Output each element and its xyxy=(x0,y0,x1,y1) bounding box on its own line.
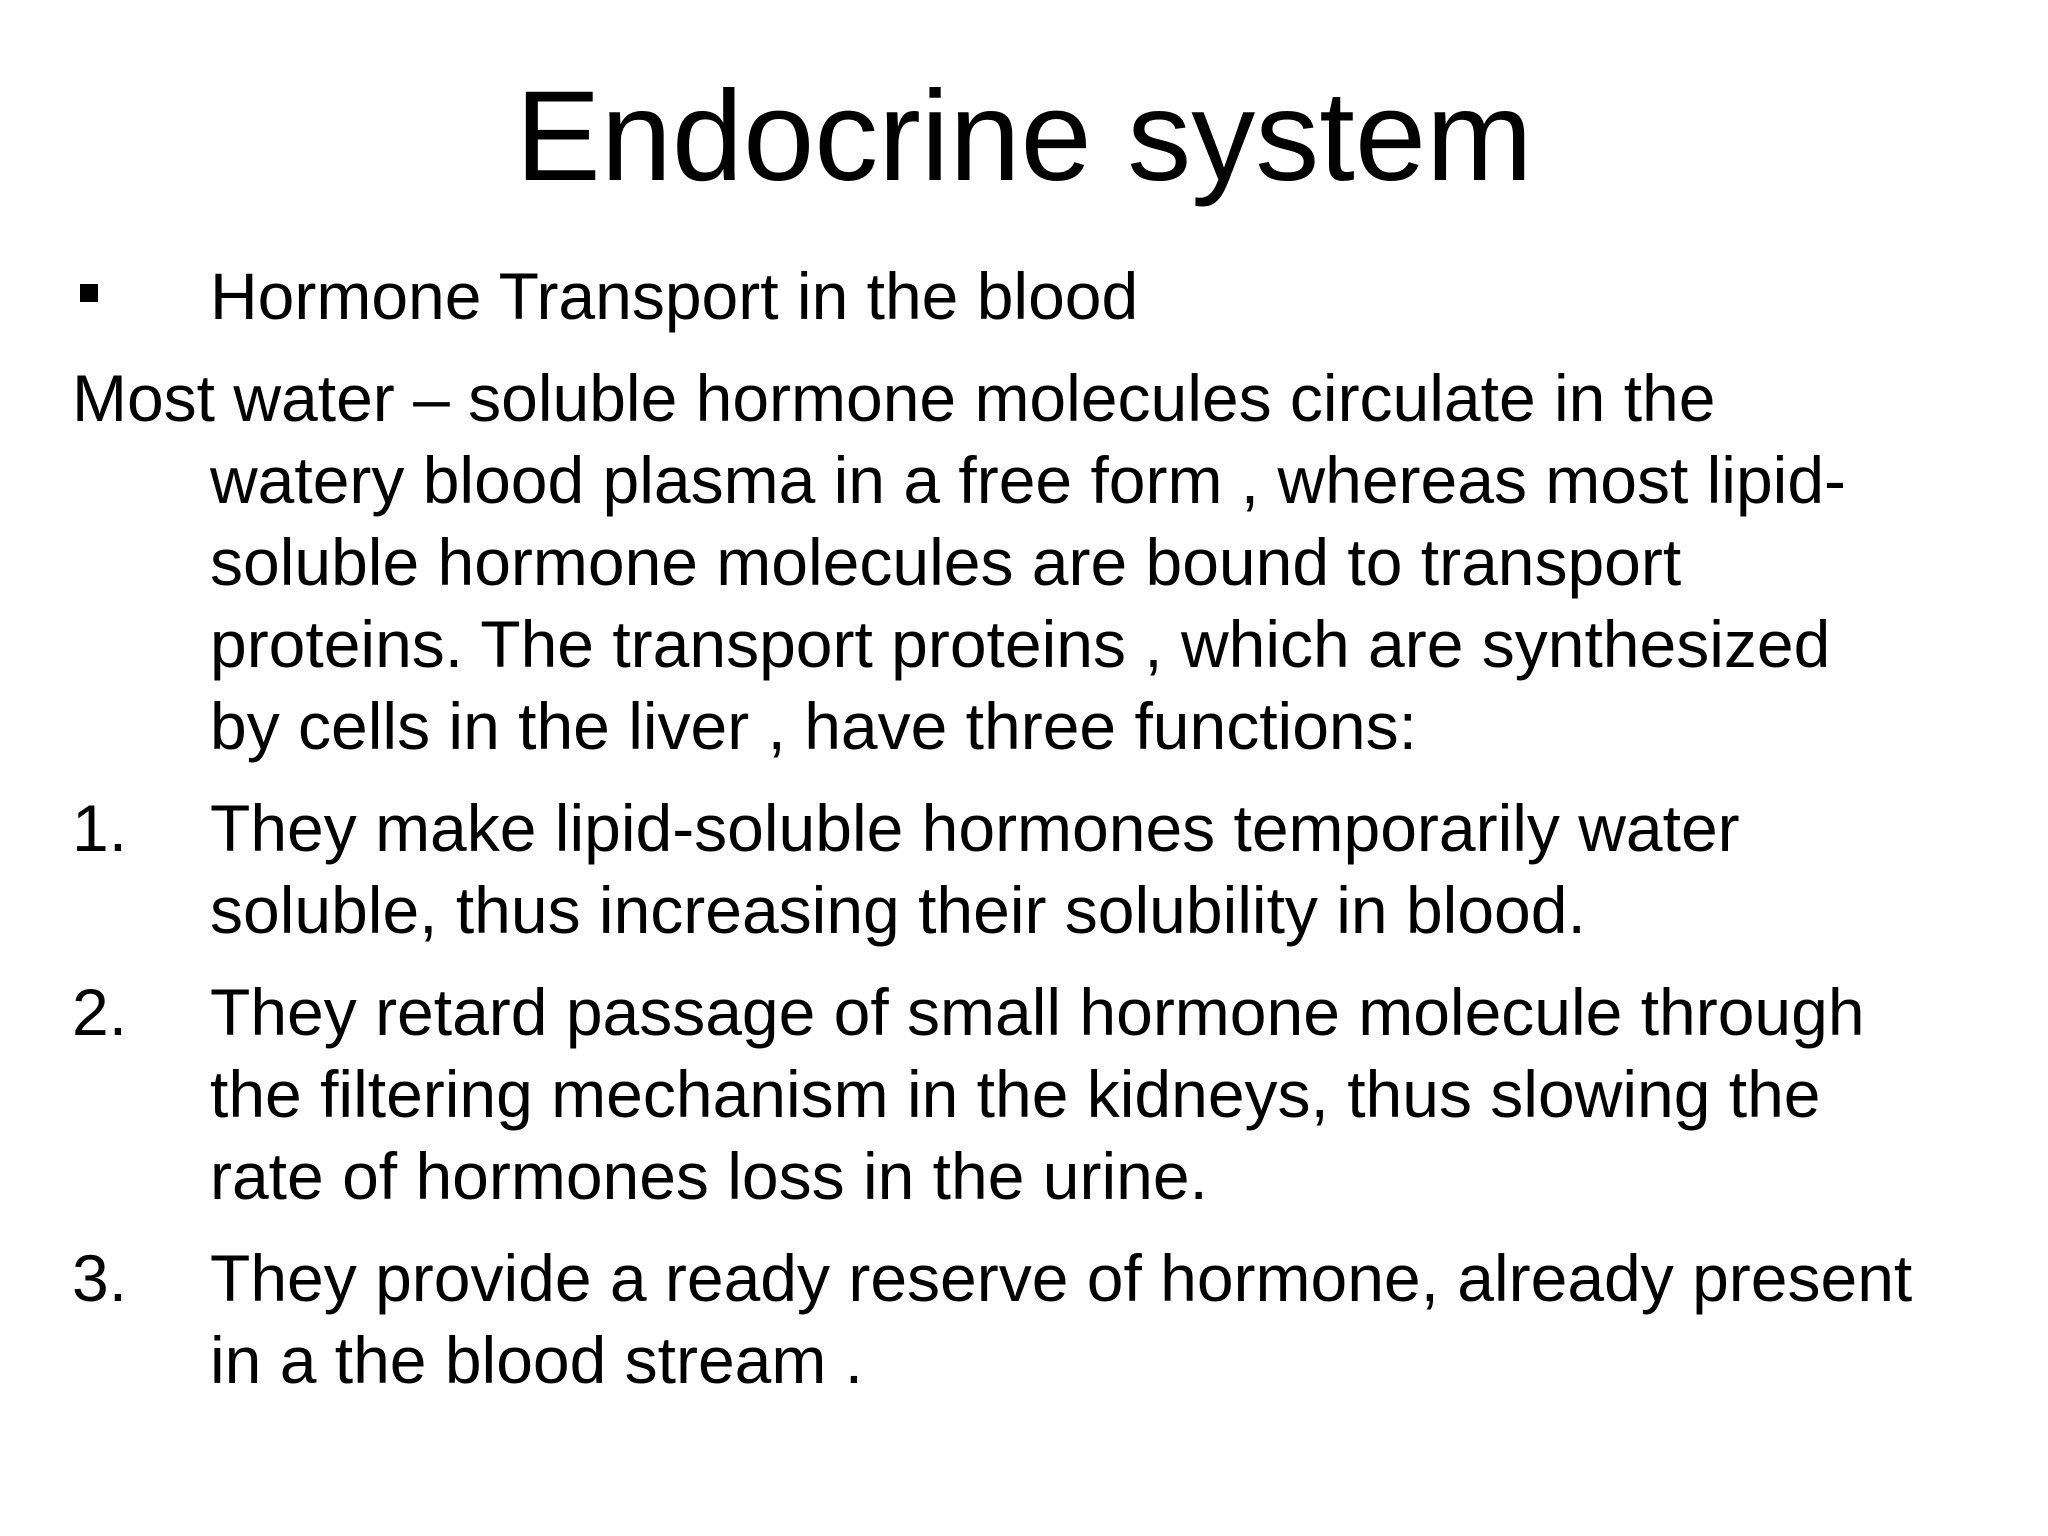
paragraph-line: by cells in the liver , have three functions: xyxy=(210,689,1417,763)
item-number: 1. xyxy=(72,791,128,865)
item-line: They provide a ready reserve of hormone, already present xyxy=(210,1241,1913,1315)
paragraph-line: soluble hormone molecules are bound to transport xyxy=(210,525,1682,599)
item-number: 3. xyxy=(72,1241,128,1315)
paragraph-line: Most water – soluble hormone molecules circulate in the xyxy=(72,361,1716,435)
bullet-item xyxy=(72,255,1992,337)
numbered-item xyxy=(72,1237,1992,1401)
numbered-item xyxy=(72,787,1992,951)
item-line: the filtering mechanism in the kidneys, thus slowing the xyxy=(210,1057,1821,1131)
item-line: rate of hormones loss in the urine. xyxy=(210,1139,1208,1213)
item-line: in a the blood stream . xyxy=(210,1323,864,1397)
slide-title: Endocrine system xyxy=(515,65,1533,208)
item-line: They retard passage of small hormone molecule through xyxy=(210,975,1865,1049)
paragraph xyxy=(72,357,1992,767)
numbered-item xyxy=(72,971,1992,1217)
slide-body xyxy=(72,255,1992,1401)
paragraph-line: proteins. The transport proteins , which are synthesized xyxy=(210,607,1831,681)
item-number: 2. xyxy=(72,975,128,1049)
item-line: They make lipid-soluble hormones temporarily water xyxy=(210,791,1740,865)
bullet-text: Hormone Transport in the blood xyxy=(210,259,1139,333)
item-line: soluble, thus increasing their solubility in blood. xyxy=(210,873,1586,947)
square-bullet-icon xyxy=(80,284,98,302)
paragraph-line: watery blood plasma in a free form , whereas most lipid- xyxy=(210,443,1847,517)
